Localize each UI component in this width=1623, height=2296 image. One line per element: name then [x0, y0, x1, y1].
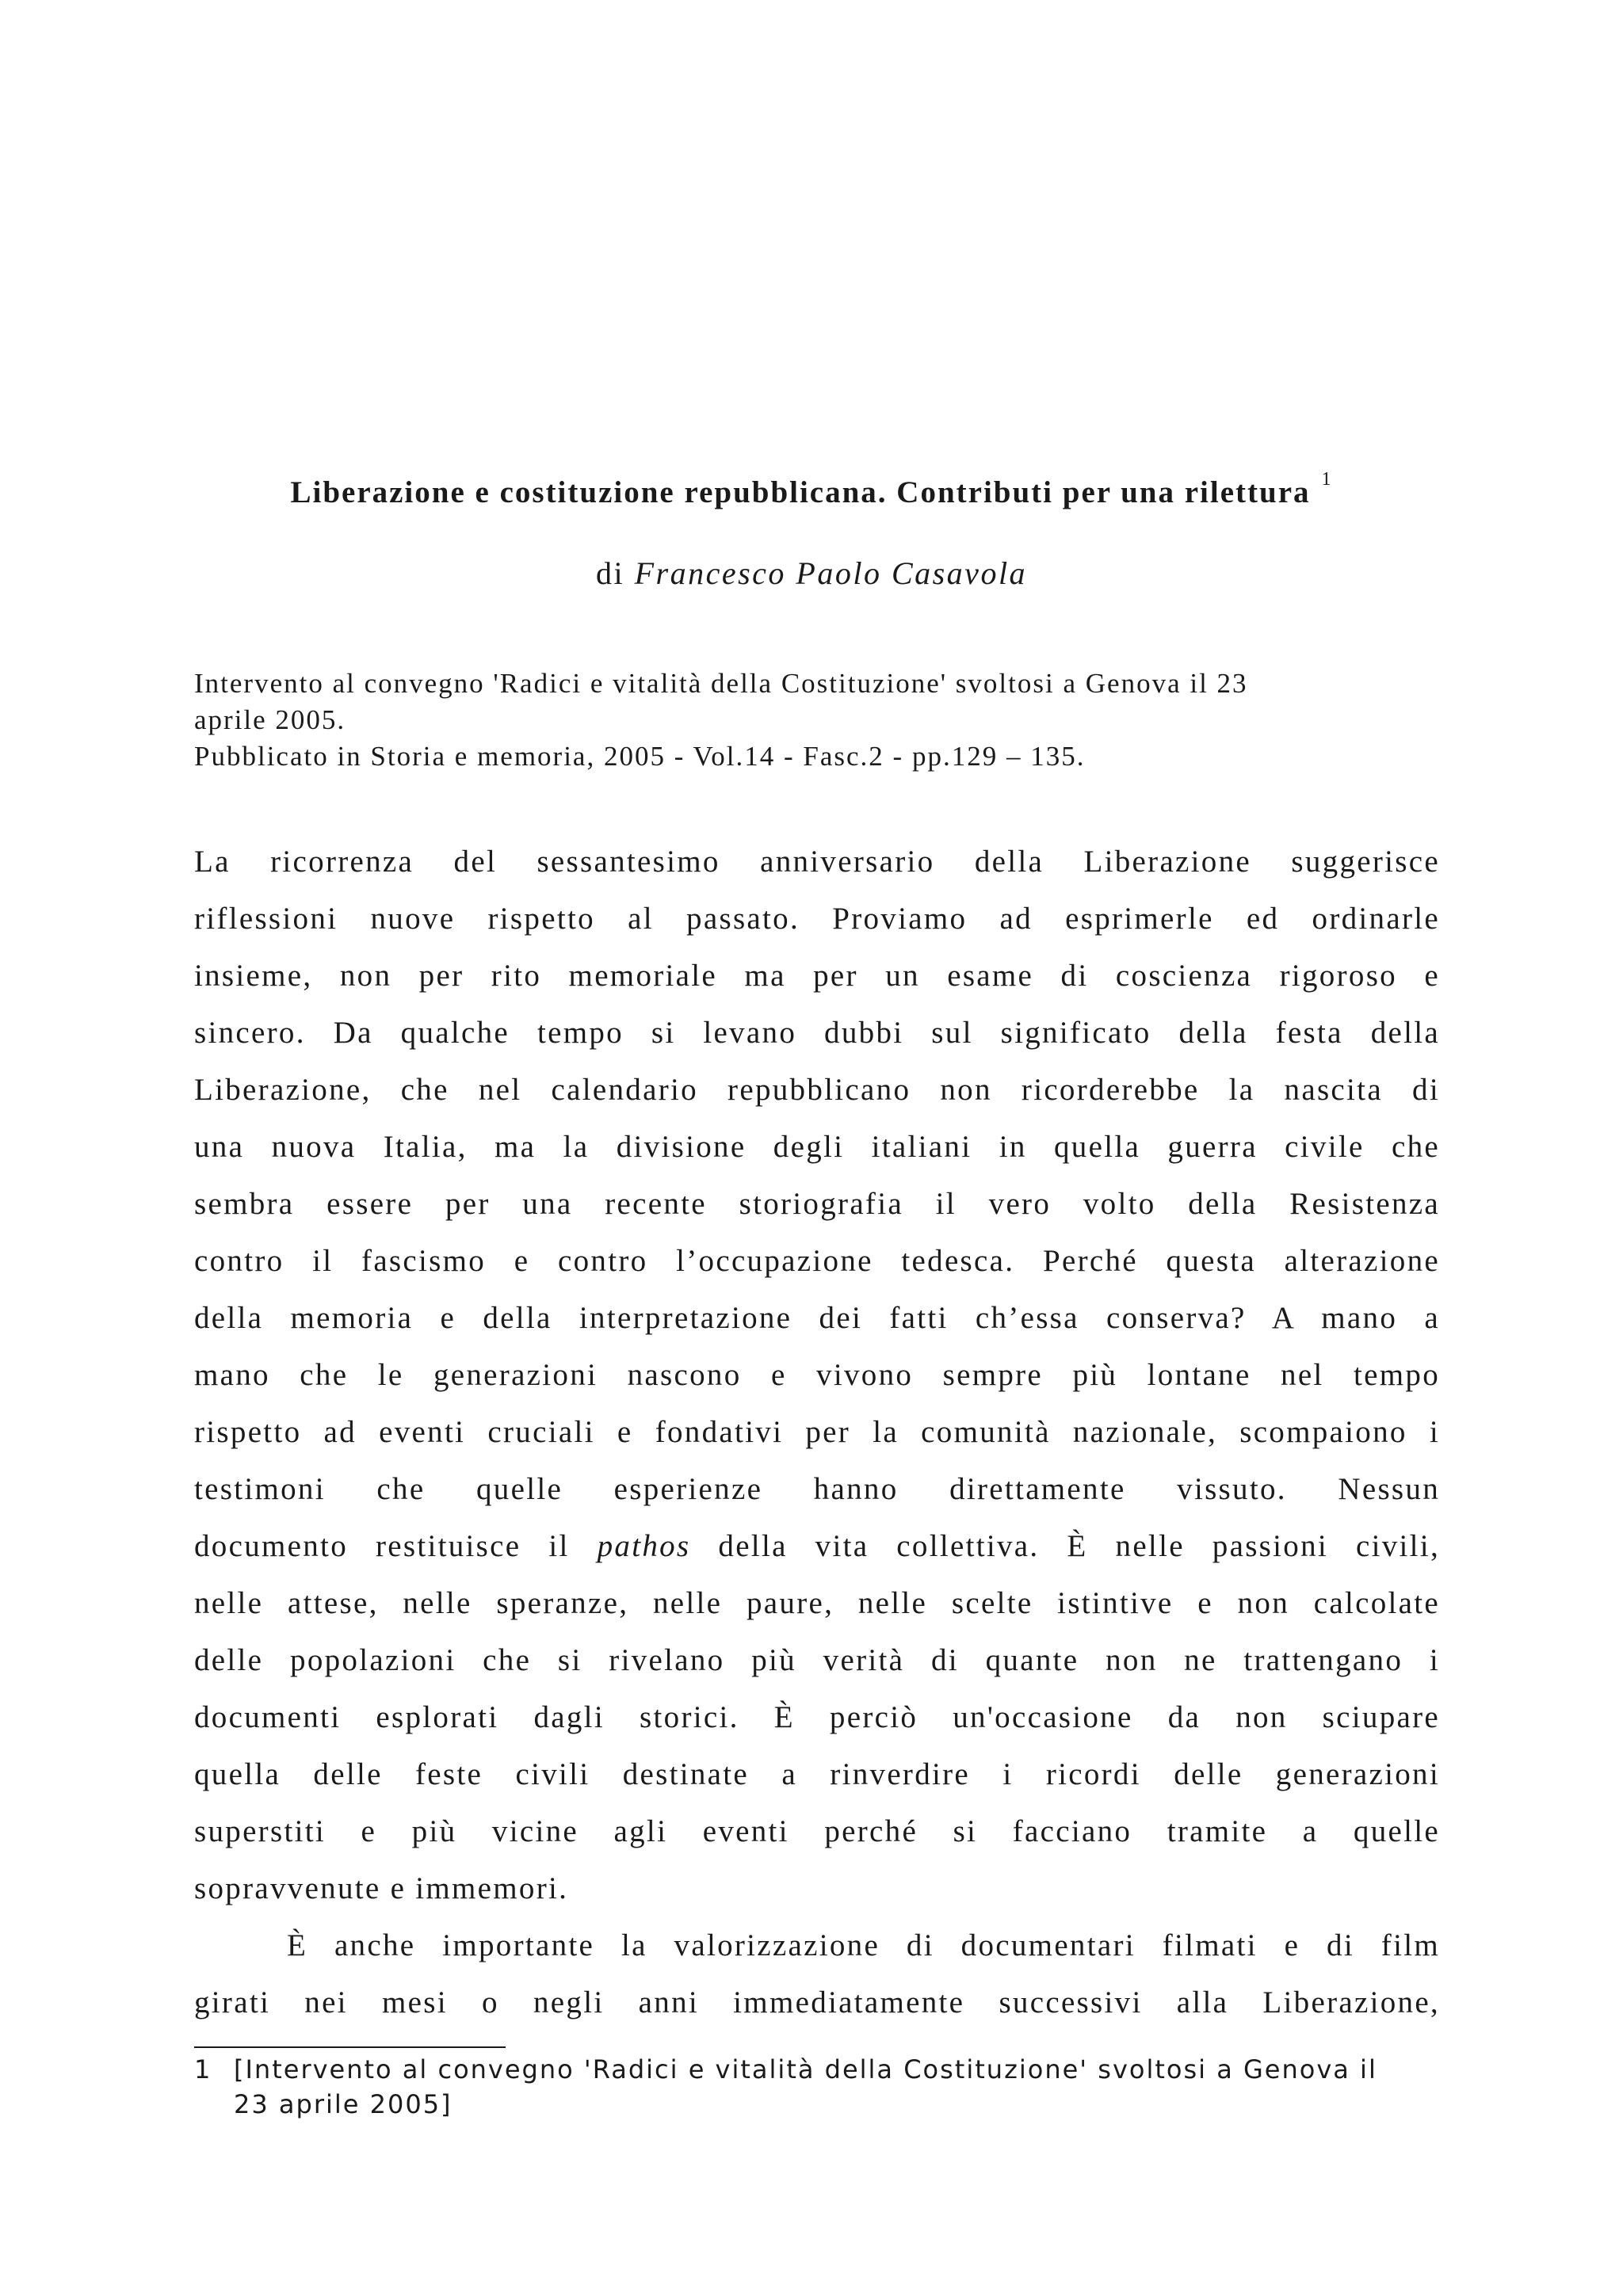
footnote [194, 2052, 1462, 2122]
body-line [194, 1526, 1440, 1583]
body-line: sincero. Da qualche tempo si levano dubbi sul significato della festa della [194, 1016, 1440, 1050]
body-line: una nuova Italia, ma la divisione degli italiani in quella guerra civile che [194, 1130, 1440, 1164]
publication-info [194, 666, 1446, 775]
document-title [0, 469, 1623, 510]
body-line: rispetto ad eventi cruciali e fondativi per la comunità nazionale, scompaiono i [194, 1415, 1440, 1449]
intro-line: aprile 2005. [194, 704, 346, 735]
intro-line: Pubblicato in Storia e memoria, 2005 - Vol.14 - Fasc.2 - pp.129 – 135. [194, 741, 1086, 772]
body-line: sembra essere per una recente storiografia il vero volto della Resistenza [194, 1187, 1440, 1221]
body-line: mano che le generazioni nascono e vivono sempre più lontane nel tempo [194, 1358, 1440, 1392]
body-line: quella delle feste civili destinate a rinverdire i ricordi delle generazioni [194, 1757, 1440, 1791]
body-line: documenti esplorati dagli storici. È perciò un'occasione da non sciupare [194, 1700, 1440, 1734]
body-line: La ricorrenza del sessantesimo anniversario della Liberazione suggerisce [194, 845, 1440, 879]
title-text: Liberazione e costituzione repubblicana. Contributi per una rilettura [290, 475, 1311, 509]
body-line: superstiti e più vicine agli eventi perché si facciano tramite a quelle [194, 1814, 1440, 1848]
footnote-divider [194, 2046, 506, 2048]
body-line: Liberazione, che nel calendario repubblicano non ricorderebbe la nascita di [194, 1073, 1440, 1107]
body-line: testimoni che quelle esperienze hanno direttamente vissuto. Nessun [194, 1472, 1440, 1506]
title-footnote-ref: 1 [1321, 469, 1333, 490]
body-text [194, 841, 1440, 2039]
body-line: girati nei mesi o negli anni immediatamente successivi alla Liberazione, [194, 1985, 1440, 2019]
body-text-span: documento restituisce il [194, 1529, 598, 1563]
author-line [0, 555, 1623, 592]
body-line: contro il fascismo e contro l’occupazione tedesca. Perché questa alterazione [194, 1244, 1440, 1278]
footnote-line: 23 aprile 2005] [234, 2089, 453, 2119]
intro-line: Intervento al convegno 'Radici e vitalità della Costituzione' svoltosi a Genova il 23 [194, 668, 1248, 699]
footnote-line [194, 2052, 1462, 2087]
body-line: della memoria e della interpretazione dei fatti ch’essa conserva? A mano a [194, 1301, 1440, 1335]
body-line: riflessioni nuove rispetto al passato. Proviamo ad esprimerle ed ordinarle [194, 902, 1440, 936]
italic-term: pathos [597, 1529, 691, 1563]
footnote-number: 1 [194, 2054, 212, 2084]
body-line: sopravvenute e immemori. [194, 1871, 569, 1905]
body-line: nelle attese, nelle speranze, nelle paure, nelle scelte istintive e non calcolate [194, 1586, 1440, 1620]
author-prefix: di [595, 555, 625, 591]
body-line: È anche importante la valorizzazione di documentari filmati e di film [287, 1928, 1440, 1962]
body-text-span: della vita collettiva. È nelle passioni civili, [690, 1529, 1440, 1563]
body-line: insieme, non per rito memoriale ma per un esame di coscienza rigoroso e [194, 959, 1440, 993]
footnote-text: [Intervento al convegno 'Radici e vitalità della Costituzione' svoltosi a Genova il [234, 2054, 1377, 2084]
body-line: delle popolazioni che si rivelano più verità di quante non ne trattengano i [194, 1643, 1440, 1677]
author-name: Francesco Paolo Casavola [634, 555, 1028, 591]
